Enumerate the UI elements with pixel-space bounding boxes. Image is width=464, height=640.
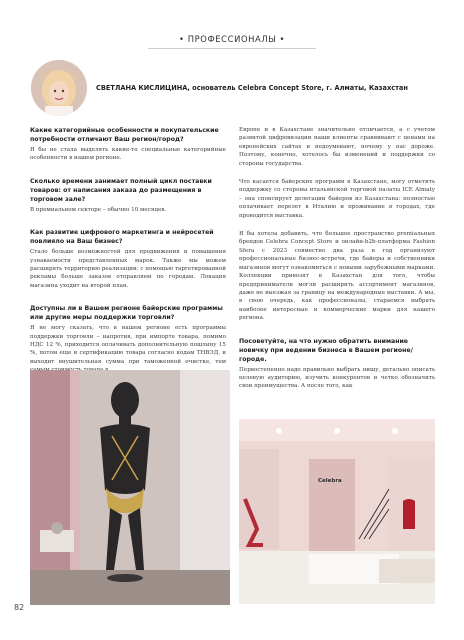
author-photo (31, 60, 87, 116)
answer: Я не могу сказать, что в нашем регионе есть программы поддержки торговли – напротив, при импорте товара, помимо НДС 12 %, приходится оплачивать дополнительную пошлину 15 %, потом еще и сертификацию товара согласно кодам ТНВЭД, и выходит внушительная сумма при таможенной очистке, тем (30, 325, 226, 365)
question: Посоветуйте, на что нужно обратить внимание новичку при ведении бизнеса в Вашем регионе/городе. (239, 337, 413, 363)
paragraph: Что касается байерских программ в Казахстане, могу отметить поддержку со стороны итальянской торговой палаты ICE Almaty – она спонсирует делегации байеров из Казахстана: полностью оплачивает перелет в Италию и проживание в городах, где проводится выставка. (239, 179, 435, 219)
answer: Я бы не стала выделять какие-то специальные категорийные особенности в нашем регионе. (30, 147, 226, 162)
question: Доступны ли в Вашем регионе байерские программы или другие меры поддержки торговли? (30, 305, 223, 322)
paragraph: Я бы хотела добавить, что большое пространство premiальных брендов Celebra Concept Store и онлайн-b2b-платформа Fashion Sfera с 2023 совместно два раза в год организуют профессиональные бизнес-встречи, где байеры и собственники магазинов могут ознакомиться с новыми зарубежными марками. Коллекции привозят в Казахстан для того, чтобы предприниматели могли расширить ассортимент магазинов, даже не выезжая за границу на международные выставки. А мы, в свою очередь, как профессионалы, стараемся выбрать наиболее интересные и коммерческие марки для нашего региона. (239, 231, 435, 322)
question: Какие категорийные особенности и покупательские потребности отличают Ваш регион/город? (30, 127, 219, 143)
question: Сколько времени занимает полный цикл поставки товаров: от написания заказа до размещения в торговом зале? (30, 177, 212, 203)
store-interior-photo (239, 419, 435, 604)
answer: В премиальном секторе – обычно 10 месяцев. (30, 206, 167, 213)
question: Как развитие цифрового маркетинга и нейросетей повлияло на Ваш бизнес? (30, 229, 214, 246)
section-header: • ПРОФЕССИОНАЛЫ • (178, 34, 286, 44)
store-sign: Celebra (318, 478, 342, 484)
header-divider (148, 48, 316, 49)
page-number: 82 (14, 603, 25, 612)
answer: Первостепенно надо правильно выбрать нишу, детально описать целевую аудиторию, изучить конкурентов и четко обозначить свои преимущества. А после того, как (239, 366, 435, 390)
mannequin-photo (30, 370, 230, 605)
right-column (239, 126, 435, 391)
author-line: СВЕТЛАНА КИСЛИЦИНА, основатель Celebra Concept Store, г. Алматы, Казахстан (96, 84, 408, 92)
paragraph: Европе и в Казахстане значительно отличается, а с учетом развитой цифровизации наши клиенты сравнивают с ценами на европейских сайтах и недоумевают, почему у нас дороже. Поэтому, конечно, хотелось бы изменений и поддержки со стороны государства. (239, 127, 435, 167)
answer: Стало больше возможностей для продвижения и повышения узнаваемости представленных марок. Также мы можем расширять территорию реализации: с помощью таргетированной рекламы больше заказов отправляем по городам. Локация магазина уходит на второй план. (30, 249, 227, 289)
left-column (30, 126, 226, 375)
